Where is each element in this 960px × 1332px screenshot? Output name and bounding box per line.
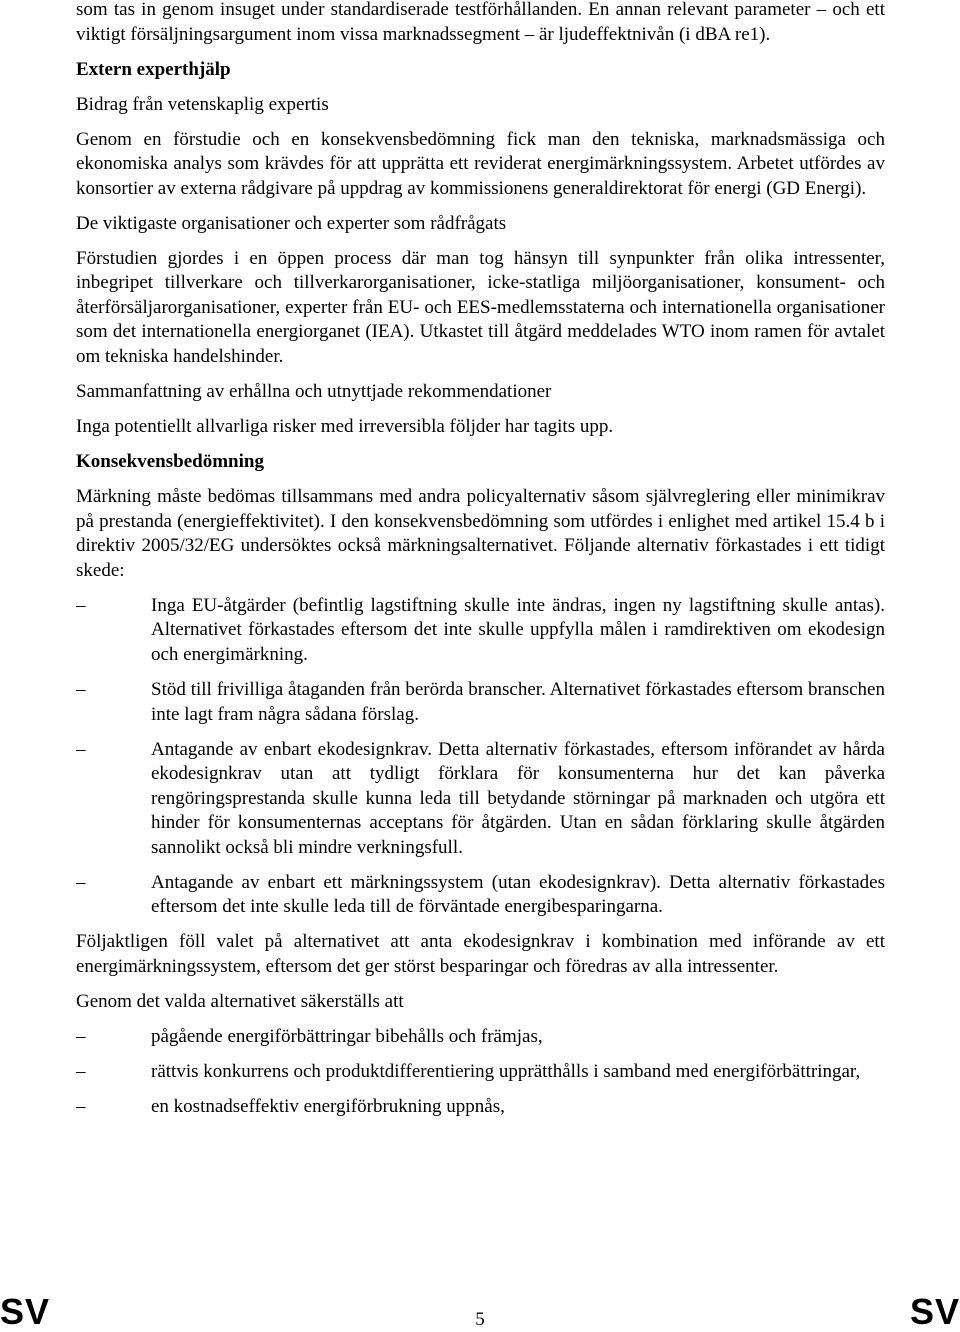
list-item-text: rättvis konkurrens och produktdifferentiering upprätthålls i samband med energiförbättringar, [151,1061,861,1083]
dash-bullet: – [76,871,86,893]
list-item [76,1060,885,1085]
language-code-right: SV [909,1291,960,1332]
ensured-list [76,1025,885,1120]
list-item [76,1095,885,1120]
dash-bullet: – [76,678,86,700]
list-item [76,594,885,668]
paragraph-ensured-intro: Genom det valda alternativet säkerställs att [76,991,404,1013]
section-heading-extern: Extern experthjälp [76,58,231,80]
list-item-text: pågående energiförbättringar bibehålls och främjas, [151,1026,543,1048]
list-item-text: Antagande av enbart ekodesignkrav. Detta alternativ förkastades, eftersom införandet av hårda ekodesignkrav utan att tydligt förklara för konsumenterna hur det kan påverka rengöringsprestanda skulle kunna leda till betydande störningar på marknaden och utgöra ett hinder för konsumenternas acceptans för åtgärden. Utan en sådan förklaring skulle åtgärden sannolikt också bli mindre verkningsfull. [151,738,885,858]
paragraph-impact: Märkning måste bedömas tillsammans med andra policyalternativ såsom självreglering eller minimikrav på prestanda (energieffektivitet). I den konsekvensbedömning som utfördes i enlighet med artikel 15.4 b i direktiv 2005/32/EG undersöktes också märkningsalternativet. Följande alternativ förkastades i ett tidigt skede: [76,486,885,581]
dash-bullet: – [76,1061,86,1083]
dash-bullet: – [76,738,86,760]
list-item-text: Antagande av enbart ett märkningssystem (utan ekodesignkrav). Detta alternativ förkastades eftersom det inte skulle leda till de förväntade energibesparingarna. [151,871,885,918]
list-item-text: Inga EU-åtgärder (befintlig lagstiftning skulle inte ändras, ingen ny lagstiftning skulle antas). Alternativet förkastades eftersom det inte skulle uppfylla målen i ramdirektiven om ekodesign och energimärkning. [151,594,885,665]
dash-bullet: – [76,1026,86,1048]
paragraph-prestudy: Genom en förstudie och en konsekvensbedömning fick man den tekniska, marknadsmässiga och ekonomiska analys som krävdes för att upprätta ett reviderat energimärkningssystem. Arbetet utfördes av konsortier av externa rådgivare på uppdrag av kommissionens generaldirektorat för energi (GD Energi). [76,128,885,199]
list-item [76,678,885,727]
paragraph-conclusion: Följaktligen föll valet på alternativet att anta ekodesignkrav i kombination med införande av ett energimärkningssystem, eftersom det ger störst besparingar och föredras av alla intressenter. [76,931,885,978]
document-body [76,0,885,1120]
intro-paragraph: som tas in genom insuget under standardiserade testförhållanden. En annan relevant parameter – och ett viktigt försäljningsargument inom vissa marknadssegment – är ljudeffektnivån (i dBA re1). [76,0,885,45]
page-footer [0,1291,960,1332]
section-heading-impact: Konsekvensbedömning [76,451,264,473]
list-item [76,738,885,861]
subheading-summary: Sammanfattning av erhållna och utnyttjade rekommendationer [76,381,552,403]
alternatives-list [76,594,885,920]
dash-bullet: – [76,594,86,616]
language-code-left: SV [0,1291,51,1332]
list-item-text: Stöd till frivilliga åtaganden från berörda branscher. Alternativet förkastades eftersom branschen inte lagt fram några sådana förslag. [151,678,885,725]
paragraph-organisations: Förstudien gjordes i en öppen process där man tog hänsyn till synpunkter från olika intressenter, inbegripet tillverkare och tillverkarorganisationer, icke-statliga miljöorganisationer, konsument- och återförsäljarorganisationer, experter från EU- och EES-medlemsstaterna och internationella organisationer som det internationella energiorganet (IEA). Utkastet till åtgärd meddelades WTO inom ramen för avtalet om tekniska handelshinder. [76,247,885,368]
page-number: 5 [475,1309,485,1330]
list-item [76,1025,885,1050]
list-item [76,871,885,920]
paragraph-summary: Inga potentiellt allvarliga risker med irreversibla följder har tagits upp. [76,416,614,438]
dash-bullet: – [76,1096,86,1117]
subheading-organisations: De viktigaste organisationer och experter som rådfrågats [76,212,507,234]
list-item-text: en kostnadseffektiv energiförbrukning uppnås, [151,1096,505,1117]
subheading-expertise: Bidrag från vetenskaplig expertis [76,93,329,115]
